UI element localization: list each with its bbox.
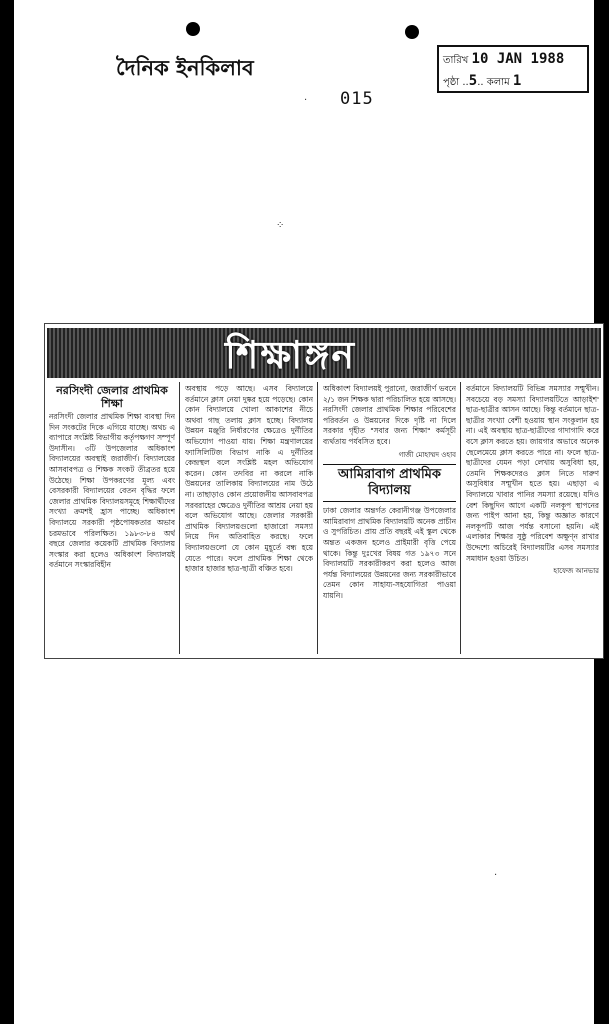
- article1-body-col3: অধিকাংশ বিদ্যালয়ই পুরানো, জরাজীর্ণ ভবনে ২/১ জন শিক্ষক দ্বারা পরিচালিত হয়ে আসছে। নরসিংদী জেলার প্রাথমিক শিক্ষার পরিবেশের পরিবর্তন ও উন্নয়নের দিকে দৃষ্টি না দিলে সরকার গৃহীত "সবার জন্য শিক্ষা" কর্মসূচী ব্যর্থতায় পর্যবসিত হবে।: [323, 384, 456, 446]
- article2-headline: আমিরাবাগ প্রাথমিক বিদ্যালয়: [323, 464, 456, 502]
- stamp-col: 1: [512, 73, 522, 89]
- article-column-4: [466, 384, 599, 656]
- stamp-date: 10 JAN 1988: [471, 51, 565, 67]
- article1-body-col2: অবস্থায় পড়ে আছে। এসব বিদ্যালয়ে বর্তমানে ক্লাস নেয়া দুষ্কর হয়ে পড়েছে। কোন কোন বিদ্যালয়ে খোলা আকাশের নীচে অথবা গাছ তলায় ক্লাস হচ্ছে। বিদ্যালয় উন্নয়ন মঞ্জুরি নির্ধারণের ক্ষেত্রেও দুর্নীতির অভিযোগ পাওয়া যায়। শিক্ষা মন্ত্রণালয়ের ফ্যাসিলিটিজ বিভাগ নাকি এ দুর্নীতির কেন্দ্রস্থল বলে সংশ্লিষ্ট মহল অভিযোগ করেন। কোন তদবির না করলে নাকি উন্নয়নের তালিকায় বিদ্যালয়ের নাম উঠে না। তাছাড়াও কোন প্রয়োজনীয় আসবাবপত্র সরবরাহের ক্ষেত্রেও দুর্নীতির আশ্রয় নেয়া হয় বলে অভিযোগ আছে। জেলার সরকারী প্রাথমিক বিদ্যালয়গুলো হাজারো সমস্যা নিয়ে দিন অতিবাহিত করছে। ফলে বিদ্যালয়গুলো যে কোন মুহূর্তে বন্ধ হয়ে যেতে পারে। ফলে প্রাথমিক শিক্ষা থেকে হাজার হাজার ছাত্র-ছাত্রী বঞ্চিত হবে।: [185, 384, 313, 574]
- column-rule: [317, 382, 318, 654]
- section-banner: [47, 328, 601, 378]
- punch-hole-right: [405, 25, 419, 39]
- article-column-2: [185, 384, 313, 656]
- scan-speck: ·: [494, 870, 498, 881]
- article1-body-col1: নরসিংদী জেলার প্রাথমিক শিক্ষা ব্যবস্থা দিন দিন সংকটের দিকে এগিয়ে যাচ্ছে। অথচ এ ব্যাপারে সংশ্লিষ্ট বিভাগীয় কর্তৃপক্ষগণ সম্পূর্ণ উদাসীন। ৩টি উপজেলার অধিকাংশ বিদ্যালয়ের অবস্থাই জরাজীর্ণ। বিদ্যালয়ের আসবাবপত্র ও শিক্ষক সংকট তীব্রতর হয়ে উঠেছে। শিক্ষা উপকরণের মূল্য এবং বেসরকারী বিদ্যালয়ের বেতন বৃদ্ধির ফলে জেলার প্রাথমিক বিদ্যালয়সমূহে শিক্ষার্থীদের সংখ্যা ক্রমশই হ্রাস পাচ্ছে। অধিকাংশ বিদ্যালয়ে সরকারী পৃষ্ঠপোষকতার অভাব চরমভাবে পরিলক্ষিত। ১৯৮৩-৮৪ অর্থ বছরে জেলার কয়েকটি প্রাথমিক বিদ্যালয় সংস্কার করা হলেও অধিকাংশ বিদ্যালয়ই বর্তমানে সংস্কারবিহীন: [49, 412, 175, 570]
- section-title: শিক্ষাঙ্গন: [225, 333, 357, 377]
- stamp-date-label: তারিখ: [443, 55, 469, 66]
- stamp-page: 5: [468, 73, 478, 89]
- stamp-page-label: পৃষ্ঠা: [443, 77, 460, 88]
- article1-byline: গাজী মোহাম্মদ ওহাব: [398, 450, 456, 459]
- file-number: 015: [340, 89, 374, 109]
- stamp-col-label: কলাম: [486, 77, 510, 88]
- article2-body-col4: বর্তমানে বিদ্যালয়টি বিভিন্ন সমস্যার সম্মুখীন। সবচেয়ে বড় সমস্যা বিদ্যালয়টিতে আড়াইশ' ছাত্র-ছাত্রীর আসন আছে। কিন্তু বর্তমানে ছাত্র-ছাত্রীর সংখ্যা বেশী হওয়ায় স্থান সংকুলান হয় না। এই অবস্থায় ছাত্র-ছাত্রীদের গাদাগাদি করে বসে ক্লাস করতে হয়। জায়গার অভাবে অনেক ছেলেমেয়ে ক্লাস করতে পারে না। ফলে ছাত্র-ছাত্রীদের যেমন পড়া লেখায় অসুবিধা হয়, তেমনি শিক্ষকদেরও ক্লাস নিতে দারুণ অসুবিধার সম্মুখীন হতে হয়। এছাড়া এ বিদ্যালয়ে খাবার পানির সমস্যা রয়েছে। যদিও বেশ কিছুদিন আগে একটি নলকূপ স্থাপনের জন্য পাইপ আনা হয়, কিন্তু অজ্ঞাত কারণে নলকূপটি আজ পর্যন্ত বসানো হয়নি। এই এলাকার শিক্ষার সুষ্ঠু পরিবেশ অক্ষুণ্ন রাখার উদ্দেশ্যে অচিরেই বিদ্যালয়টির এসব সমস্যার সমাধান হওয়া উচিত।: [466, 384, 599, 563]
- article2-byline: হাফেজ আনভার: [553, 567, 599, 576]
- article-column-1: [49, 384, 175, 656]
- column-rule: [179, 382, 180, 654]
- scan-speck: ⁘: [276, 220, 285, 231]
- article1-headline: নরসিংদী জেলার প্রাথমিক শিক্ষা: [56, 384, 168, 410]
- newspaper-clipping: [44, 323, 604, 659]
- date-stamp: [437, 45, 589, 93]
- scan-speck: ·: [304, 95, 308, 106]
- stamp-date-row: [443, 49, 583, 71]
- punch-hole-left: [186, 22, 200, 36]
- column-rule: [460, 382, 461, 654]
- stamp-page-row: পৃষ্ঠা ..5.. কলাম 1: [443, 73, 522, 89]
- newspaper-masthead: দৈনিক ইনকিলাব: [116, 56, 254, 80]
- article2-body-col3: ঢাকা জেলার অন্তর্গত কেরানীগঞ্জ উপজেলার আমিরাবাগ প্রাথমিক বিদ্যালয়টি অনেক প্রাচীন ও সুপরিচিত। প্রায় প্রতি বছরই এই স্কুল থেকে অন্তত একজন হলেও প্রাইমারী বৃত্তি পেয়ে থাকে। কিন্তু দুঃখের বিষয় গত ১৯৭৩ সনে বিদ্যালয়টি সরকারীকরণ করা হলেও আজ পর্যন্ত বিদ্যালয়ের উন্নয়নের জন্য সরকারীভাবে তেমন কোন সাহায্য-সহযোগিতা পাওয়া যায়নি।: [323, 506, 456, 600]
- article-column-3: [323, 384, 456, 656]
